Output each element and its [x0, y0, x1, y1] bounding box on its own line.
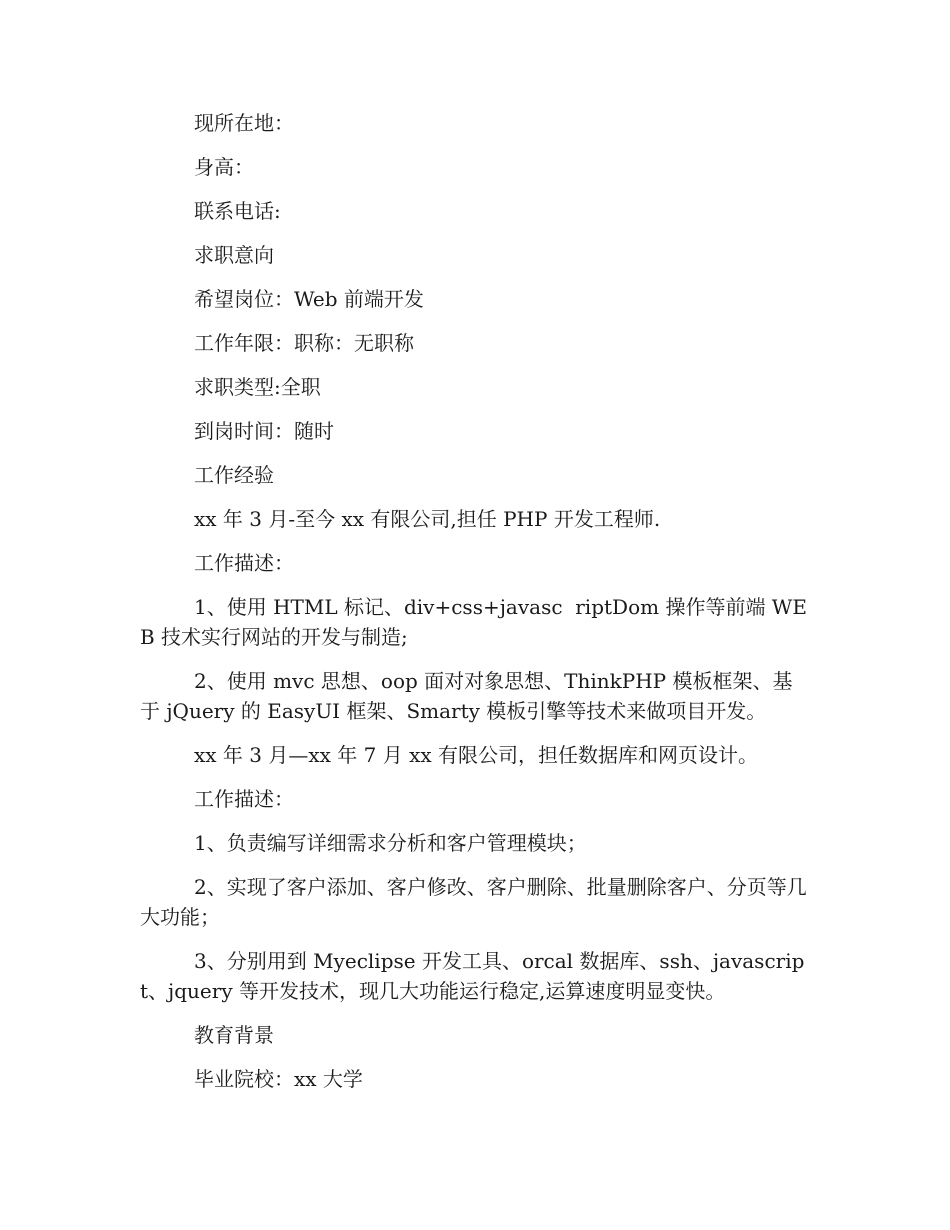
school-line: 毕业院校：xx 大学: [194, 1067, 363, 1091]
section-heading-work-experience: 工作经验: [194, 463, 274, 487]
job-2-duty-3: 3、分别用到 Myeclipse 开发工具、orcal 数据库、ssh、javascript、jquery 等开发技术，现几大功能运行稳定,运算速度明显变快。: [140, 949, 805, 1003]
desired-position-line: 希望岗位：Web 前端开发: [194, 287, 424, 311]
work-years-line: 工作年限：职称：无职称: [194, 331, 414, 355]
job-1-description-heading: 工作描述：: [194, 551, 294, 575]
job-2-duty-2: 2、实现了客户添加、客户修改、客户删除、批量删除客户、分页等几大功能；: [140, 875, 807, 929]
section-heading-job-intention: 求职意向: [194, 243, 274, 267]
job-2-title-line: xx 年 3 月—xx 年 7 月 xx 有限公司，担任数据库和网页设计。: [194, 743, 758, 767]
job-1-title-line: xx 年 3 月-至今 xx 有限公司,担任 PHP 开发工程师.: [194, 507, 661, 531]
section-heading-education: 教育背景: [194, 1023, 274, 1047]
location-line: 现所在地：: [194, 111, 294, 135]
job-2-duty-1: 1、负责编写详细需求分析和客户管理模块；: [194, 831, 587, 855]
start-time-line: 到岗时间：随时: [194, 419, 334, 443]
job-1-duty-1: 1、使用 HTML 标记、div+css+javasc riptDom 操作等前端 WEB 技术实行网站的开发与制造;: [140, 595, 807, 649]
phone-line: 联系电话:: [194, 199, 281, 223]
document-body: [140, 108, 812, 1108]
job-1-duty-2: 2、使用 mvc 思想、oop 面对对象思想、ThinkPHP 模板框架、基于 jQuery 的 EasyUI 框架、Smarty 模板引擎等技术来做项目开发。: [140, 669, 793, 723]
job-2-description-heading: 工作描述：: [194, 787, 294, 811]
job-type-line: 求职类型:全职: [194, 375, 321, 399]
height-line: 身高：: [194, 155, 254, 179]
